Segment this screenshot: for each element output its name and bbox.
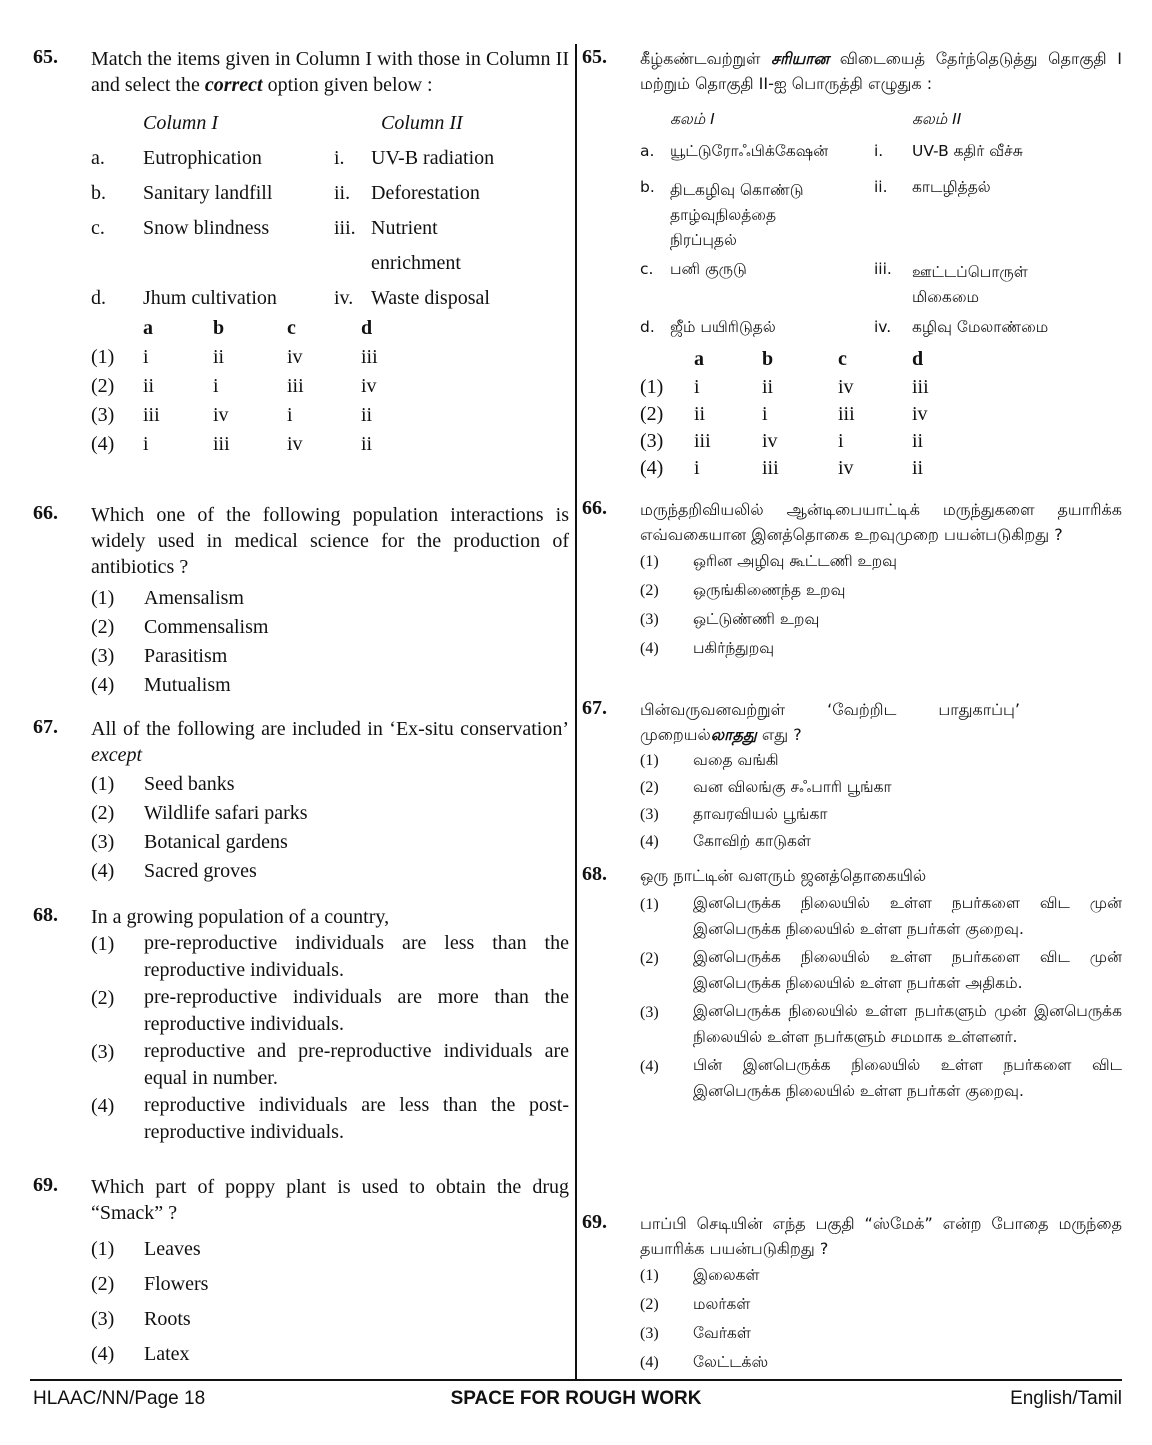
row-match: ஊட்டப்பொருள் மிகைமை: [912, 263, 1028, 306]
answer-option[interactable]: [91, 1038, 569, 1092]
question-stem: [91, 46, 569, 98]
option-number: (2): [91, 616, 115, 638]
question-number: 69.: [33, 1174, 58, 1196]
option-value: ii: [143, 375, 155, 397]
question-stem: மருந்தறிவியலில் ஆன்டிபையாட்டிக் மருந்துகளை தயாரிக்க எவ்வகையான இனத்தொகை உறவுமுறை பயன்படுகிறது ?: [640, 500, 1122, 544]
option-text: இனபெருக்க நிலையில் உள்ள நபர்களும் முன் இனபெருக்க நிலையில் உள்ள நபர்களும் சமமாக உள்ளனர்.: [693, 1002, 1122, 1046]
match-row: [91, 182, 569, 217]
stem-text: பின்வருவனவற்றுள் ‘வேற்றிட பாதுகாப்பு’ முறையல்: [640, 700, 1020, 744]
option-value: iii: [143, 404, 160, 426]
answer-header-row: [640, 348, 1122, 376]
row-letter: d.: [640, 318, 655, 336]
option-text: Sacred groves: [144, 860, 257, 882]
option-number: (4): [640, 1058, 659, 1075]
option-text: Parasitism: [144, 645, 228, 667]
row-match: enrichment: [371, 252, 461, 274]
match-table: [640, 110, 1122, 340]
question-66-en: [33, 502, 569, 700]
stem-text: கீழ்கண்டவற்றுள்: [640, 49, 772, 68]
answer-option[interactable]: [640, 828, 1122, 855]
option-number: (1): [640, 752, 659, 769]
answer-option[interactable]: [640, 944, 1122, 996]
answer-option[interactable]: [91, 1302, 569, 1337]
row-match: UV-B கதிர் வீச்சு: [912, 142, 1023, 160]
option-value: iv: [287, 433, 303, 455]
option-text: வேர்கள்: [693, 1324, 751, 1342]
option-value: iv: [838, 376, 854, 398]
stem-text: எது ?: [756, 725, 802, 744]
row-letter: c.: [640, 260, 654, 278]
answer-header-row: [91, 317, 569, 346]
option-value: i: [143, 346, 149, 368]
option-number: (2): [640, 779, 659, 796]
column-1-header: Column I: [143, 112, 218, 134]
answer-header: b: [762, 348, 774, 370]
option-text: Wildlife safari parks: [144, 802, 308, 824]
option-number: (4): [91, 433, 115, 455]
answer-option[interactable]: [640, 457, 1122, 484]
answer-option[interactable]: [640, 634, 1122, 663]
option-text: இனபெருக்க நிலையில் உள்ள நபர்களை விட முன் இனபெருக்க நிலையில் உள்ள நபர்கள் குறைவு.: [693, 894, 1122, 938]
option-value: ii: [213, 346, 225, 368]
option-value: ii: [361, 404, 373, 426]
answer-option[interactable]: [640, 774, 1122, 801]
answer-option[interactable]: [91, 346, 569, 375]
stem-emphasis: except: [91, 744, 143, 766]
answer-option[interactable]: [640, 801, 1122, 828]
question-68-ta: [582, 863, 1122, 1104]
option-text: Leaves: [144, 1238, 201, 1260]
option-text: கோவிற் காடுகள்: [693, 832, 811, 850]
answer-header: c: [838, 348, 847, 370]
option-text: Flowers: [144, 1273, 209, 1295]
answer-option[interactable]: [91, 770, 569, 799]
answer-option[interactable]: [640, 403, 1122, 430]
option-number: (1): [640, 896, 659, 913]
row-match: Nutrient: [371, 217, 438, 239]
row-roman: iv.: [874, 318, 892, 336]
question-stem: [640, 46, 1122, 96]
option-number: (2): [91, 1273, 115, 1295]
answer-grid: [640, 348, 1122, 484]
option-text: Commensalism: [144, 616, 269, 638]
question-stem: [91, 716, 569, 768]
question-number: 67.: [582, 697, 607, 719]
option-text: Seed banks: [144, 773, 235, 795]
question-number: 66.: [33, 502, 58, 524]
option-text: பகிர்ந்துறவு: [693, 639, 775, 657]
option-number: (3): [91, 1041, 115, 1063]
answer-option[interactable]: [640, 998, 1122, 1050]
question-number: 65.: [582, 46, 607, 68]
stem-emphasis: சரியான: [771, 49, 830, 68]
stem-text: விடையைத் தேர்ந்தெடுத்து தொகுதி I மற்றும் தொகுதி II-ஐ பொருத்தி எழுதுக :: [640, 49, 1122, 93]
option-text: ஒரின அழிவு கூட்டணி உறவு: [693, 552, 897, 570]
question-stem: Which part of poppy plant is used to obtain the drug “Smack” ?: [91, 1176, 569, 1224]
option-value: i: [838, 430, 844, 452]
option-value: iii: [912, 376, 929, 398]
answer-option[interactable]: [91, 984, 569, 1038]
option-value: iv: [838, 457, 854, 479]
option-number: (3): [640, 1325, 659, 1342]
match-row: [91, 147, 569, 182]
row-roman: ii.: [334, 182, 351, 204]
option-text: Amensalism: [144, 587, 244, 609]
answer-option[interactable]: [91, 828, 569, 857]
answer-option[interactable]: [91, 930, 569, 984]
option-value: i: [213, 375, 219, 397]
row-item: யூட்டுரோஃபிக்கேஷன்: [670, 142, 829, 160]
answer-header: a: [694, 348, 704, 370]
option-value: iii: [361, 346, 378, 368]
option-text: Mutualism: [144, 674, 231, 696]
answer-option[interactable]: [640, 1052, 1122, 1104]
row-roman: i.: [874, 142, 884, 160]
match-table: [91, 112, 569, 462]
option-number: (1): [640, 1267, 659, 1284]
question-number: 69.: [582, 1211, 607, 1233]
option-number: (4): [91, 674, 115, 696]
option-value: iii: [762, 457, 779, 479]
answer-option[interactable]: [640, 1348, 1122, 1377]
row-item: Eutrophication: [143, 147, 262, 169]
question-number: 68.: [33, 904, 58, 926]
option-value: iii: [838, 403, 855, 425]
answer-header: d: [361, 317, 373, 339]
answer-option[interactable]: [640, 576, 1122, 605]
option-value: ii: [694, 403, 706, 425]
row-roman: iv.: [334, 287, 354, 309]
option-value: iii: [213, 433, 230, 455]
option-text: ஒருங்கிணைந்த உறவு: [693, 581, 846, 599]
option-text: Latex: [144, 1343, 190, 1365]
option-text: மலர்கள்: [693, 1295, 751, 1313]
option-number: (1): [91, 346, 115, 368]
question-67-en: [33, 716, 569, 886]
option-number: (4): [640, 1354, 659, 1371]
question-stem: Which one of the following population interactions is widely used in medical science for the production of antibiotics ?: [91, 504, 569, 578]
option-value: i: [694, 376, 700, 398]
row-roman: iii.: [874, 260, 892, 278]
answer-option[interactable]: [91, 1232, 569, 1267]
option-number: (3): [640, 806, 659, 823]
row-letter: c.: [91, 217, 105, 239]
row-item: திடகழிவு கொண்டு தாழ்வுநிலத்தை நிரப்புதல்: [670, 181, 804, 249]
answer-option[interactable]: [640, 430, 1122, 457]
row-roman: i.: [334, 147, 345, 169]
answer-option[interactable]: [91, 584, 569, 613]
language-label: English/Tamil: [1010, 1388, 1122, 1409]
question-number: 65.: [33, 46, 58, 68]
question-69-ta: [582, 1211, 1122, 1377]
option-value: ii: [912, 430, 924, 452]
row-item: Jhum cultivation: [143, 287, 277, 309]
answer-option[interactable]: [91, 375, 569, 404]
stem-text: option given below :: [262, 74, 433, 96]
answer-option[interactable]: [91, 613, 569, 642]
option-value: ii: [361, 433, 373, 455]
answer-option[interactable]: [91, 1092, 569, 1146]
row-match: காடழித்தல்: [912, 178, 991, 196]
question-number: 68.: [582, 863, 607, 885]
option-number: (1): [640, 553, 659, 570]
stem-text: Match the items given in Column I with those in Column II and select the: [91, 48, 569, 96]
option-number: (2): [640, 582, 659, 599]
answer-option[interactable]: [91, 799, 569, 828]
option-value: iv: [762, 430, 778, 452]
column-2-header: கலம் II: [912, 110, 962, 128]
option-value: iii: [287, 375, 304, 397]
option-value: i: [762, 403, 768, 425]
stem-emphasis: லாதது: [710, 725, 757, 744]
option-text: லேட்டக்ஸ்: [693, 1353, 769, 1371]
column-1-header: கலம் I: [670, 110, 715, 128]
option-text: reproductive individuals are less than the post-reproductive individuals.: [144, 1094, 569, 1143]
answer-header: a: [143, 317, 153, 339]
option-text: pre-reproductive individuals are less than the reproductive individuals.: [144, 932, 569, 981]
question-stem: [640, 697, 1020, 747]
answer-option[interactable]: [91, 857, 569, 886]
question-stem: In a growing population of a country,: [91, 906, 390, 928]
footer-divider: [30, 1379, 1122, 1381]
row-letter: b.: [640, 178, 655, 196]
option-value: i: [694, 457, 700, 479]
answer-option[interactable]: [91, 1337, 569, 1372]
question-67-ta: [582, 697, 1122, 855]
page-code: HLAAC/NN/Page 18: [33, 1388, 206, 1409]
row-item: ஜீம் பயிரிடுதல்: [670, 318, 776, 336]
option-value: ii: [912, 457, 924, 479]
option-number: (3): [91, 831, 115, 853]
option-text: வன விலங்கு சஃபாரி பூங்கா: [693, 778, 892, 796]
option-number: (3): [640, 430, 664, 452]
answer-option[interactable]: [91, 404, 569, 433]
answer-option[interactable]: [640, 376, 1122, 403]
option-number: (3): [91, 1308, 115, 1330]
option-text: Roots: [144, 1308, 191, 1330]
row-roman: ii.: [874, 178, 888, 196]
option-value: iv: [912, 403, 928, 425]
option-text: தாவரவியல் பூங்கா: [693, 805, 828, 823]
option-number: (1): [91, 1238, 115, 1260]
row-letter: a.: [91, 147, 105, 169]
answer-header: b: [213, 317, 225, 339]
answer-option[interactable]: [640, 1319, 1122, 1348]
option-number: (2): [640, 1296, 659, 1313]
option-value: iv: [213, 404, 229, 426]
row-letter: d.: [91, 287, 106, 309]
option-text: பின் இனபெருக்க நிலையில் உள்ள நபர்களை விட இனபெருக்க நிலையில் உள்ள நபர்கள் குறைவு.: [693, 1056, 1122, 1100]
option-text: ஒட்டுண்ணி உறவு: [693, 610, 820, 628]
answer-option[interactable]: [640, 605, 1122, 634]
option-number: (2): [91, 802, 115, 824]
option-number: (2): [640, 950, 659, 967]
option-value: iv: [361, 375, 377, 397]
option-number: (1): [91, 587, 115, 609]
option-number: (3): [640, 611, 659, 628]
question-69-en: [33, 1174, 569, 1372]
option-number: (2): [91, 375, 115, 397]
question-66-ta: [582, 497, 1122, 663]
row-match: UV-B radiation: [371, 147, 495, 169]
match-header-row: [91, 112, 569, 147]
option-value: iv: [287, 346, 303, 368]
row-match: Waste disposal: [371, 287, 490, 309]
option-number: (2): [91, 987, 115, 1009]
answer-option[interactable]: [91, 642, 569, 671]
question-65-ta: [582, 46, 1122, 484]
question-stem: ஒரு நாட்டின் வளரும் ஜனத்தொகையில்: [640, 866, 927, 885]
stem-text: All of the following are included in ‘Ex-situ conservation’: [91, 718, 569, 740]
answer-option[interactable]: [640, 890, 1122, 942]
option-number: (1): [640, 376, 664, 398]
option-text: இனபெருக்க நிலையில் உள்ள நபர்களை விட முன் இனபெருக்க நிலையில் உள்ள நபர்கள் அதிகம்.: [693, 948, 1122, 992]
match-row: [91, 217, 569, 252]
row-item: பனி குருடு: [670, 260, 747, 278]
option-text: reproductive and pre-reproductive individuals are equal in number.: [144, 1040, 569, 1089]
question-65-en: [33, 46, 569, 462]
row-letter: a.: [640, 142, 655, 160]
option-number: (4): [91, 860, 115, 882]
option-number: (3): [91, 645, 115, 667]
row-letter: b.: [91, 182, 106, 204]
answer-option[interactable]: [640, 547, 1122, 576]
option-number: (1): [91, 933, 115, 955]
row-match: கழிவு மேலாண்மை: [912, 318, 1049, 336]
option-text: pre-reproductive individuals are more than the reproductive individuals.: [144, 986, 569, 1035]
answer-header: c: [287, 317, 296, 339]
answer-option[interactable]: [91, 1267, 569, 1302]
option-value: iii: [694, 430, 711, 452]
option-number: (3): [640, 1004, 659, 1021]
option-number: (2): [640, 403, 664, 425]
answer-option[interactable]: [640, 1261, 1122, 1290]
option-value: i: [287, 404, 293, 426]
option-number: (4): [91, 1095, 115, 1117]
rough-work-label: SPACE FOR ROUGH WORK: [450, 1388, 702, 1409]
option-number: (4): [91, 1343, 115, 1365]
match-row-continued: [91, 252, 569, 287]
column-2-header: Column II: [381, 112, 463, 134]
option-number: (4): [640, 640, 659, 657]
option-number: (4): [640, 457, 664, 479]
answer-option[interactable]: [640, 747, 1122, 774]
match-row: [91, 287, 569, 317]
question-68-en: [33, 904, 569, 1146]
option-text: Botanical gardens: [144, 831, 288, 853]
option-value: i: [143, 433, 149, 455]
row-item: Snow blindness: [143, 217, 270, 239]
answer-option[interactable]: [640, 1290, 1122, 1319]
question-stem: பாப்பி செடியின் எந்த பகுதி “ஸ்மேக்” என்ற போதை மருந்தை தயாரிக்க பயன்படுகிறது ?: [640, 1214, 1122, 1258]
option-value: ii: [762, 376, 774, 398]
option-text: இலைகள்: [693, 1266, 760, 1284]
column-divider: [575, 44, 577, 1379]
row-item: Sanitary landfill: [143, 182, 273, 204]
option-number: (3): [91, 404, 115, 426]
stem-emphasis: correct: [204, 74, 263, 96]
answer-option[interactable]: [91, 671, 569, 700]
option-number: (4): [640, 833, 659, 850]
answer-option[interactable]: [91, 433, 569, 462]
question-number: 66.: [582, 497, 607, 519]
answer-header: d: [912, 348, 924, 370]
question-number: 67.: [33, 716, 58, 738]
option-text: வதை வங்கி: [693, 751, 779, 769]
option-number: (1): [91, 773, 115, 795]
row-roman: iii.: [334, 217, 356, 239]
row-match: Deforestation: [371, 182, 480, 204]
